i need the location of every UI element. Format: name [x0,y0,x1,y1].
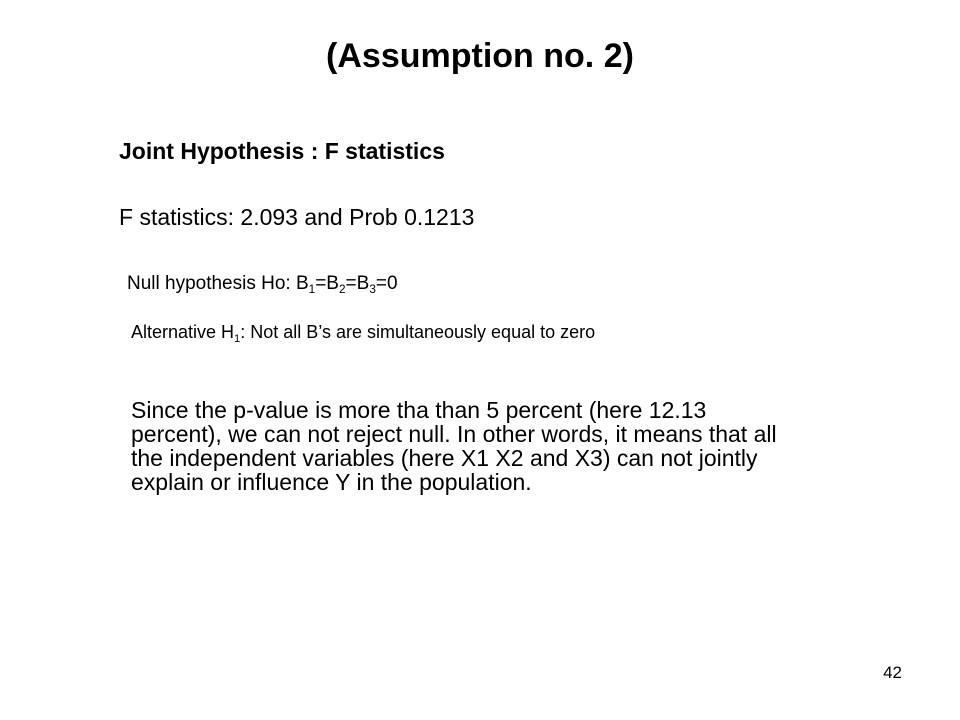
conclusion-line: explain or influence Y in the population. [131,469,532,495]
slide-title: (Assumption no. 2) [326,37,634,75]
alternative-hypothesis-sub: 1 [234,332,241,345]
conclusion-line: the independent variables (here X1 X2 and X3) can not jointly [131,445,758,471]
null-hypothesis-prefix: Null hypothesis Ho: B [127,273,309,294]
alternative-hypothesis-line [131,318,595,346]
null-hypothesis-sub-3: 3 [369,283,376,297]
f-statistics-line: F statistics: 2.093 and Prob 0.1213 [119,204,475,230]
conclusion-paragraph [131,398,921,494]
section-heading: Joint Hypothesis : F statistics [119,138,445,164]
null-hypothesis-suffix: =0 [375,273,398,294]
null-hypothesis-sub-1: 1 [308,283,316,297]
alternative-hypothesis-suffix: : Not all B’s are simultaneously equal to zero [240,322,596,342]
conclusion-line: percent), we can not reject null. In other words, it means that all [131,421,777,447]
null-hypothesis-sub-2: 2 [338,283,346,297]
page-number: 42 [883,663,902,682]
alternative-hypothesis-prefix: Alternative H [131,322,235,342]
conclusion-line: Since the p-value is more tha than 5 percent (here 12.13 [131,397,707,423]
null-hypothesis-line [127,270,398,298]
null-hypothesis-mid-2: =B [345,273,370,294]
null-hypothesis-mid-1: =B [315,273,339,294]
